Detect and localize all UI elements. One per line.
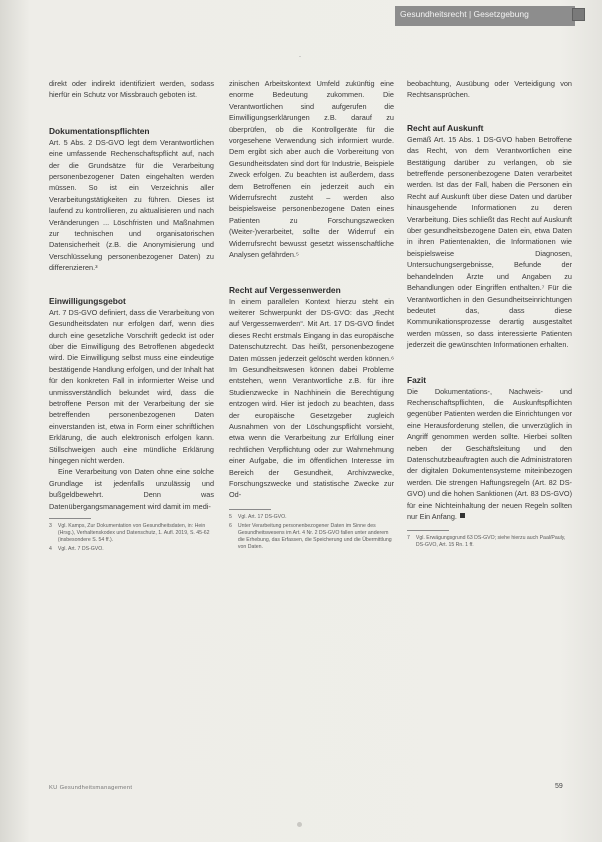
col1-section2-body: Art. 7 DS-GVO definiert, dass die Verarbeitung von Gesundheitsdaten nur erfolgen darf, wenn dies durch eine gesetzliche Vorschrift gedeckt ist oder über die Einwilligung des Betroffenen abgedeckt wird. Die Einwilligung selbst muss eine eindeutige bestätigende Handlung erfolgen, und der Inhalt hat für den konkreten Fall in informierter Weise und unmissverständlich bekundet wird, dass die betroffene Person mit der Verarbeitung der sie betreffenden personenbezogenen Daten einverstanden ist, etwa in Form einer schriftlichen Erklärung, die auch elektronisch erfolgen kann. Stillschweigen auch eine mündliche Erklärung hingegen nicht werden. [49,307,214,465]
col3-intro: beobachtung, Ausübung oder Verteidigung von Rechtsansprüchen. [407,79,572,100]
column-3 [407,78,572,551]
heading-dokumentationspflichten: Dokumentationspflichten [49,125,150,136]
col1-section1-body: Art. 5 Abs. 2 DS-GVO legt dem Verantwortlichen eine umfassende Rechenschaftspflicht auf, nach der die Grundsätze für die Verarbeitung personenbezogener Daten eingehalten werden müssen. So ist ein Verzeichnis aller Verarbeitungstätigkeiten zu führen. Dieses ist laufend zu kontrollieren, zu aktualisieren und nach Veränderungen ... Löschfristen und Maßnahmen zur technischen und organisatorischen Datensicherheit (z.B. die Anonymisierung und Verschlüsselung personenbezogener Daten) zu differenzieren.³ [49,137,214,273]
heading-einwilligungsgebot: Einwilligungsgebot [49,295,126,306]
col3-section2-text: Die Dokumentations-, Nachweis- und Rechenschaftspflichten, die Auskunftspflichten gegenüber Patienten werden die Einrichtungen vor eine Herausforderung stellen, die unverzüglich in Angriff genommen werden sollte. Hierbei sollten neben der Geschäftsleitung und den Datenschutzbeauftragten auch die Administratoren der digitalen Dokumentensysteme miteinbezogen werden. Die strengen Haftungsregeln (Art. 82 DS-GVO) und die hohen Sanktionen (Art. 83 DS-GVO) für eine Nichteinhaltung der neuen Regeln sollten nur Ein Anfang. [407,386,572,521]
footnote [229,514,394,521]
footnote [49,523,214,544]
footnote-divider [407,530,449,531]
footnote-text: Vgl. Art. 17 DS-GVO. [237,513,287,520]
footnote-number: 6 [229,522,232,529]
footnote-divider [229,509,271,510]
col3-section1-body: Gemäß Art. 15 Abs. 1 DS-GVO haben Betroffene das Recht, von dem Verantwortlichen eine Bestätigung darüber zu verlangen, ob sie betreffende personenbezogene Daten verarbeitet werden. Ist das der Fall, haben die Personen ein Recht auf Auskunft über diese Daten und darüber hinausgehende Informationen zu deren Verarbeitung. Dies schließt das Recht auf Auskunft über gesundheitsbezogene Daten ein, etwa Daten in ihren Patientenakten, die Informationen wie beispielsweise Diagnosen, Untersuchungsergebnisse, Befunde der behandelnden Ärzte und Angaben zu Behandlungen oder Eingriffen enthalten.⁷ Für die Verantwortlichen in den Gesundheitseinrichtungen bedeutet das, dass diese Kommunikationsprozesse derartig ausgestaltet werden müssen, so dass interessierte Patienten jederzeit die gewünschten Informationen erhalten. [407,134,572,350]
footnote-text: Unter Verarbeitung personenbezogener Daten im Sinne des Gesundheitswesens im Art. 4 Nr. 2 DS-GVO fallen unter anderem die Erhebung, das Erfassen, die Speicherung und die Übermittlung von Daten. [237,522,392,550]
footnote-number: 7 [407,535,410,542]
col2-intro: zinischen Arbeitskontext Umfeld zukünftig eine enorme Bedeutung zukommen. Die Verantwortlichen sind aufgerufen die Einwilligungserklärungen z.B. darauf zu überprüfen, ob die Kontrollgeräte für die vorgesehene Verwendung sich informiert wurde. Dem ergibt sich aber auch die Vorbereitung von Gesundheitsdaten sind dort für Industrie, Beispiele Zweck erfolgen. Zu beachten ist außerdem, dass dem Betroffenen ein jederzeit auch ein Widerrufsrecht zusteht – werden also beispielsweise personenbezogene Daten eines Patienten zu Forschungszwecken (Weiter-)verarbeitet, sollte der Widerruf ein Widerrufsrecht bewusst gesetzt wissenschaftliche Analysen gefährden.⁵ [229,79,394,260]
footer-publication: KU Gesundheitsmanagement [49,785,133,791]
col2-section-body: In einem parallelen Kontext hierzu steht ein weiterer Schwerpunkt der DS-GVO: das „Recht auf Vergessenwerden“. Mit Art. 17 DS-GVO findet dieses Recht erstmals Eingang in das europäische Datenschutzrecht. Das heißt, personenbezogene Daten müssen jederzeit gelöscht werden können.⁶ Im Gesundheitswesen können dabei Probleme entstehen, wenn Verantwortliche z.B. für ihre Studienzwecke in Nachhinein die Berechtigung entzogen wird. Hier ist jedoch zu beachten, dass der europäische Gesetzgeber zugleich Ausnahmen von der Löschungspflicht vorsieht, etwa wenn die Verarbeitung zur Erfüllung einer rechtlichen Verpflichtung oder zur Wahrnehmung einer Aufgabe, die im öffentlichen Interesse im Bereich der Gesundheit, Archivzwecke, Forschungszwecke und statistische Zwecke zur Od- [229,296,394,500]
col3-section2-body [407,386,572,523]
col1-intro: direkt oder indirekt identifiziert werden, sodass hierfür ein Schutz vor Missbrauch geboten ist. [49,79,214,100]
column-2 [229,78,394,553]
header-square-marker [572,8,585,21]
footnote [49,546,214,553]
footnote-text: Vgl. Kamps, Zur Dokumentation von Gesundheitsdaten, in: Hein (Hrsg.), Verhaltenskodex und Datenschutz, 1. Aufl. 2019, S. 45-62 (insbesondere S. 54 ff.). [57,523,210,543]
bottom-registration-dot [297,822,302,827]
footnote-text: Vgl. Erwägungsgrund 63 DS-GVO; siehe hierzu auch Paal/Pauly, DS-GVO, Art. 15 Rn. 1 ff. [415,535,566,549]
footnote [229,523,394,551]
end-of-article-marker [460,513,465,518]
column-1 [49,78,214,555]
footnote-number: 3 [49,523,52,529]
running-header-title: Gesundheitsrecht | Gesetzgebung [400,9,529,19]
footnote-number: 5 [229,513,232,520]
footnote [407,535,572,549]
heading-recht-auf-auskunft: Recht auf Auskunft [407,122,484,133]
footnote-divider [49,518,91,519]
page-number: 59 [555,783,563,790]
footnote-number: 4 [49,546,52,552]
col1-section2-body2: Eine Verarbeitung von Daten ohne eine solche Grundlage ist jedenfalls unzulässig und bußgeldbewehrt. Denn was Datenübergangsmanagement wird damit im medi- [49,467,214,511]
heading-fazit: Fazit [407,374,427,385]
heading-recht-auf-vergessenwerden: Recht auf Vergessenwerden [229,284,341,295]
footnote-text: Vgl. Art. 7 DS-GVO. [57,546,104,552]
top-marker: - [299,54,301,60]
